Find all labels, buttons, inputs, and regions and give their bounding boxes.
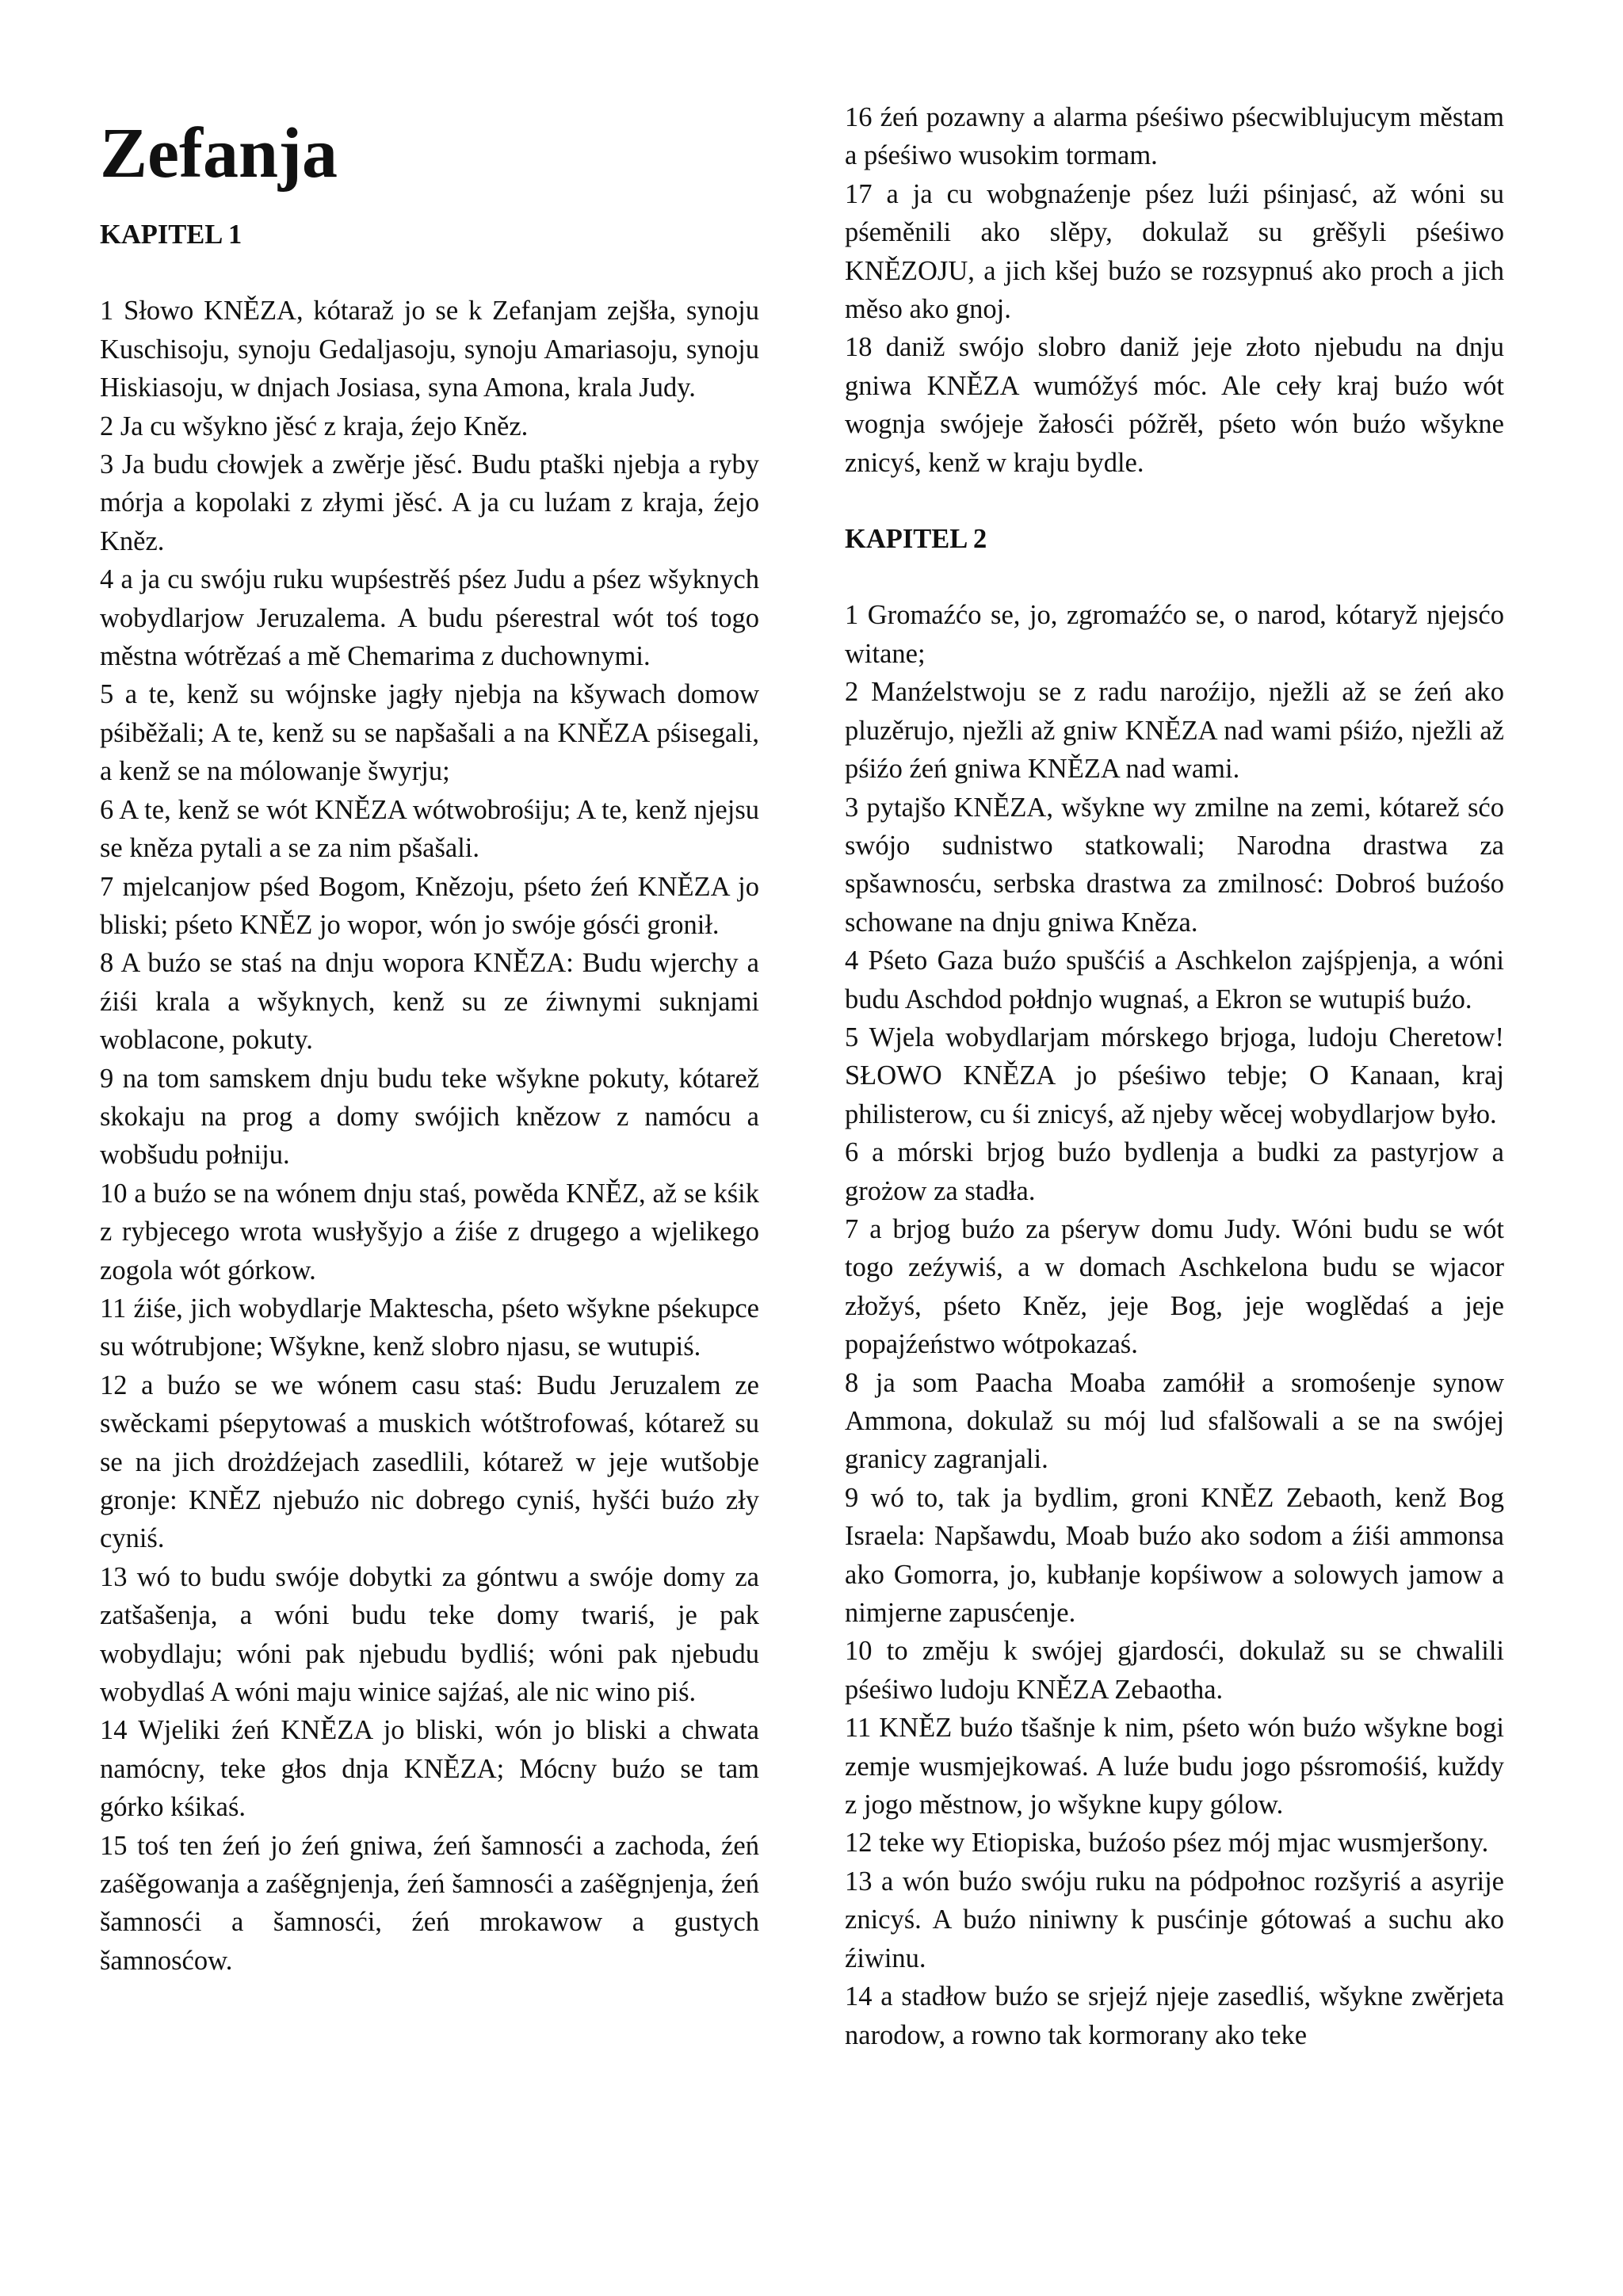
verse: 17 a ja cu wobgnaźenje pśez luźi pśinjasć, až wóni su pśeměnili ako slěpy, dokulaž su grěšyli pśeśiwo KNĚZOJU, a jich kšej buźo se rozsypnuś ako proch a jich měso ako gnoj. bbox=[845, 178, 1504, 325]
verse: 16 źeń pozawny a alarma pśeśiwo pśecwiblujucym městam a pśeśiwo wusokim tormam. bbox=[845, 102, 1504, 171]
book-title: Zefanja bbox=[100, 114, 338, 193]
verse: 3 pytajšo KNĚZA, wšykne wy zmilne na zemi, kótarež sćo swójo sudnistwo statkowali; Narodna drastwa za spšawnosću, serbska drastwa za zmilnosć: Dobroś buźośo schowane na dnju gniwa Kněza. bbox=[845, 792, 1504, 938]
chapter-2-heading: KAPITEL 2 bbox=[845, 524, 987, 555]
verse: 6 a mórski brjog buźo bydlenja a budki za pastyrjow a grożow za stadła. bbox=[845, 1137, 1504, 1206]
verse: 11 źiśe, jich wobydlarje Maktescha, pśeto wšykne pśekupce su wótrubjone; Wšykne, kenž slobro njasu, se wutupiś. bbox=[100, 1293, 759, 1362]
verse: 13 wó to budu swóje dobytki za góntwu a swóje domy za zatšašenja, a wóni budu teke domy twariś, je pak wobydlaju; wóni pak njebudu bydliś; wóni pak njebudu wobydlaś A wóni maju winice sajźaś, ale nic wino piś. bbox=[100, 1561, 759, 1708]
verse: 10 a buźo se na wónem dnju staś, powěda KNĚZ, až se kśik z rybjecego wrota wusłyšyjo a źiśe z drugego a wjelikego zogola wót górkow. bbox=[100, 1178, 759, 1286]
verse: 12 a buźo se we wónem casu staś: Budu Jeruzalem ze swěckami pśepytowaś a muskich wótštrofowaś, kótarež su se na jich drożdźejach zasedlili, kótarež w jeje wutšobje gronje: KNĚZ njebuźo nic dobrego cyniś, hyšći buźo zły cyniś. bbox=[100, 1370, 759, 1554]
verse: 9 wó to, tak ja bydlim, groni KNĚZ Zebaoth, kenž Bog Israela: Napšawdu, Moab buźo ako sodom a źiśi ammonsa ako Gomorra, jo, kubłanje kopśiwow a solowych jamow a nimjerne zapusćenje. bbox=[845, 1482, 1504, 1629]
verse: 6 A te, kenž se wót KNĚZA wótwobrośiju; A te, kenž njejsu se kněza pytali a se za nim pšašali. bbox=[100, 794, 759, 864]
verse: 1 Gromaźćo se, jo, zgromaźćo se, o narod, kótaryž njejsćo witane; bbox=[845, 600, 1504, 669]
verse: 9 na tom samskem dnju budu teke wšykne pokuty, kótarež skokaju na prog a domy swójich knězow z namócu a wobšudu połniju. bbox=[100, 1063, 759, 1171]
verse: 8 A buźo se staś na dnju wopora KNĚZA: Budu wjerchy a źiśi krala a wšyknych, kenž su ze źiwnymi suknjami woblacone, pokuty. bbox=[100, 948, 759, 1056]
verse: 8 ja som Paacha Moaba zamółił a sromośenje synow Ammona, dokulaž su mój lud sfalšowali a se na swójej granicy zagranjali. bbox=[845, 1367, 1504, 1475]
chapter-1-verses bbox=[100, 292, 759, 1980]
verse: 12 teke wy Etiopiska, buźośo pśez mój mjac wusmjeršony. bbox=[845, 1828, 1489, 1859]
chapter-2-verses bbox=[845, 596, 1504, 2053]
verse: 11 KNĚZ buźo tšašnje k nim, pśeto wón buźo wšykne bogi zemje wusmjejkowaś. A luźe budu jogo pśsromośiś, kuždy z jogo městnow, jo wšykne kupy gólow. bbox=[845, 1713, 1504, 1820]
chapter-1-verses-continued bbox=[845, 98, 1504, 482]
verse: 15 toś ten źeń jo źeń gniwa, źeń šamnosći a zachoda, źeń zaśěgowanja a zaśěgnjenja, źeń šamnosći a zaśěgnjenja, źeń šamnosći a šamnosći, źeń mrokawow a gustych šamnosćow. bbox=[100, 1830, 759, 1976]
chapter-1-heading: KAPITEL 1 bbox=[100, 220, 242, 250]
verse: 10 to změju k swójej gjardosći, dokulaž su se chwalili pśeśiwo ludoju KNĚZA Zebaotha. bbox=[845, 1636, 1504, 1705]
verse: 5 a te, kenž su wójnske jagły njebja na kšywach domow pśiběžali; A te, kenž su se napšašali a na KNĚZA pśisegali, a kenž se na mólowanje šwyrju; bbox=[100, 679, 759, 787]
verse: 4 a ja cu swóju ruku wupśestrěś pśez Judu a pśez wšyknych wobydlarjow Jeruzalema. A budu pśerestral wót toś togo městna wótrězaś a mě Chemarima z duchownymi. bbox=[100, 564, 759, 672]
verse: 2 Ja cu wšykno jěsć z kraja, źejo Kněz. bbox=[100, 411, 529, 441]
verse: 7 a brjog buźo za pśeryw domu Judy. Wóni budu se wót togo zeźywiś, a w domach Aschkelona budu se wjacor złožyś, pśeto Kněz, jeje Bog, jeje woglědaś a jeje popajźeństwo wótpokazaś. bbox=[845, 1213, 1504, 1360]
verse: 13 a wón buźo swóju ruku na pódpołnoc rozšyriś a asyrije znicyś. A buźo niniwny k pusćinje gótowaś a suchu ako źiwinu. bbox=[845, 1866, 1504, 1973]
right-column bbox=[845, 98, 1504, 2054]
verse: 5 Wjela wobydlarjam mórskego brjoga, ludoju Cheretow! SŁOWO KNĚZA jo pśeśiwo tebje; O Kanaan, kraj philisterow, cu śi znicyś, až njeby wěcej wobydlarjow było. bbox=[845, 1022, 1504, 1129]
left-column bbox=[100, 98, 759, 1980]
verse: 4 Pśeto Gaza buźo spušćiś a Aschkelon zajśpjenja, a wóni budu Aschdod połdnjo wugnaś, a Ekron se wutupiś buźo. bbox=[845, 946, 1504, 1014]
verse: 14 Wjeliki źeń KNĚZA jo bliski, wón jo bliski a chwata namócny, teke głos dnja KNĚZA; Mócny buźo se tam górko kśikaś. bbox=[100, 1715, 759, 1823]
verse: 18 daniž swójo slobro daniž jeje złoto njebudu na dnju gniwa KNĚZA wumóžyś móc. Ale cełу kraj buźo wót wognja swójeje žałosći póžrěł, pśeto wón buźo wšykne znicyś, kenž w kraju bydle. bbox=[845, 332, 1504, 478]
verse: 2 Manźelstwoju se z radu naroźijo, nježli až se źeń ako pluzěrujo, nježli až gniw KNĚZA nad wami pśiźo, nježli až pśiźo źeń gniwa KNĚZA nad wami. bbox=[845, 677, 1504, 785]
verse: 7 mjelcanjow pśed Bogom, Knězoju, pśeto źeń KNĚZA jo bliski; pśeto KNĚZ jo wopor, wón jo swóje gósći gronił. bbox=[100, 871, 759, 940]
verse: 14 a stadłow buźo se srjejź njeje zasedliś, wšykne zwěrjeta narodow, a rowno tak kormorany ako teke bbox=[845, 1981, 1504, 2050]
verse: 3 Ja budu cłowjek a zwěrje jěsć. Budu ptaški njebja a ryby mórja a kopolaki z złymi jěsć. A ja cu luźam z kraja, źejo Kněz. bbox=[100, 449, 759, 556]
verse: 1 Słowo KNĚZA, kótaraž jo se k Zefanjam zejšła, synoju Kuschisoju, synoju Gedaljasoju, synoju Amariasoju, synoju Hiskiasoju, w dnjach Josiasa, syna Amona, krala Judy. bbox=[100, 296, 759, 403]
